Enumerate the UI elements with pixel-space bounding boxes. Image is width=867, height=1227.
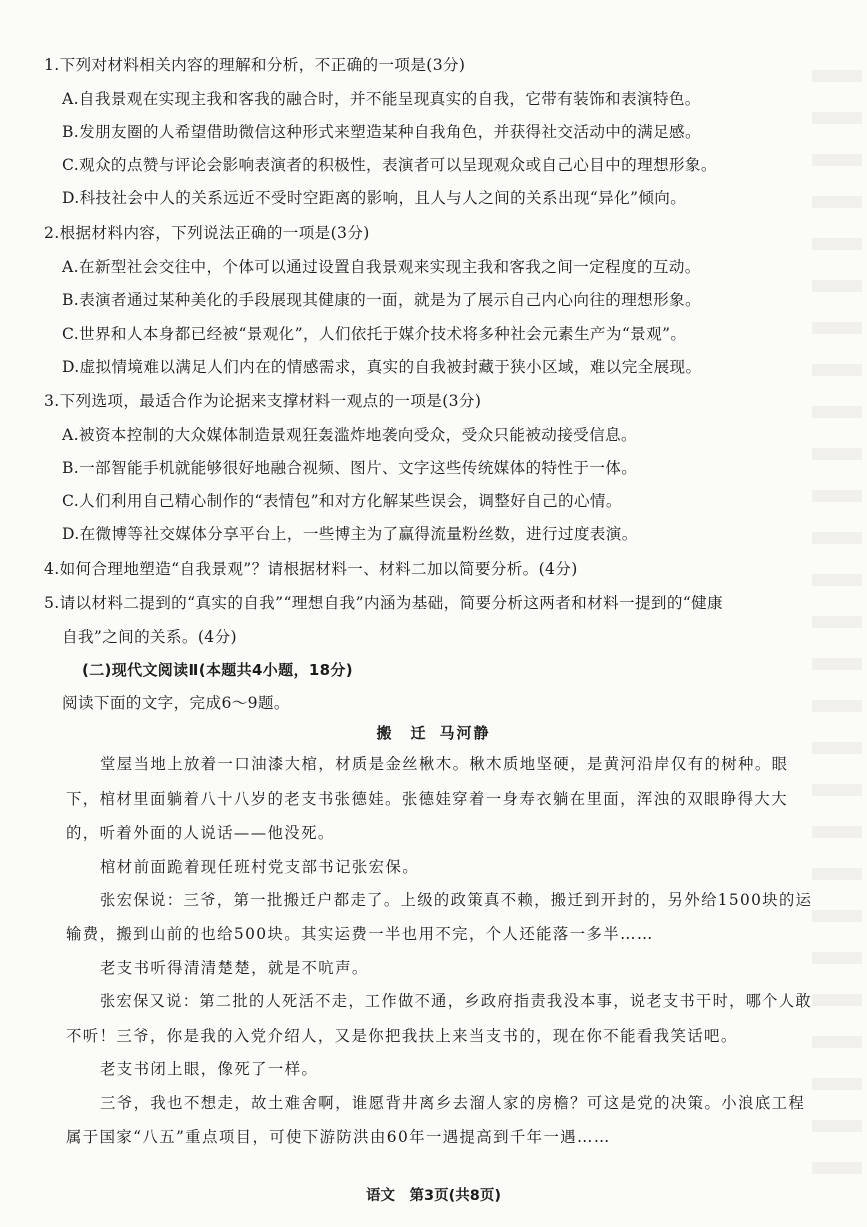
q2-option-b: B.表演者通过某种美化的手段展现其健康的一面，就是为了展示自己内心向往的理想形象。 (62, 291, 701, 309)
story-line: 三爷，我也不想走，故土难舍啊，谁愿背井离乡去溜人家的房檐？可这是党的决策。小浪底工程 (100, 1094, 806, 1112)
story-title: 搬 迁 (376, 724, 428, 742)
story-author: 马河静 (439, 724, 491, 742)
section-heading: (二)现代文阅读Ⅱ(本题共4小题，18分) (82, 661, 353, 679)
q3-option-d: D.在微博等社交媒体分享平台上，一些博主为了赢得流量粉丝数，进行过度表演。 (62, 525, 638, 543)
story-line: 下，棺材里面躺着八十八岁的老支书张德娃。张德娃穿着一身寿衣躺在里面，浑浊的双眼睁得大大 (66, 790, 788, 808)
section-instruction: 阅读下面的文字，完成6～9题。 (62, 694, 290, 712)
q1-option-c: C.观众的点赞与评论会影响表演者的积极性，表演者可以呈现观众或自己心目中的理想形象。 (62, 156, 717, 174)
q3-option-b: B.一部智能手机就能够很好地融合视频、图片、文字这些传统媒体的特性于一体。 (62, 459, 638, 477)
q1-option-b: B.发朋友圈的人希望借助微信这种形式来塑造某种自我角色，并获得社交活动中的满足感。 (62, 123, 701, 141)
story-line: 输费，搬到山前的也给500块。其实运费一半也用不完，个人还能落一多半…… (66, 925, 654, 943)
q1-option-d: D.科技社会中人的关系远近不受时空距离的影响，且人与人之间的关系出现“异化”倾向。 (62, 189, 687, 207)
q4-stem: 4.如何合理地塑造“自我景观”？请根据材料一、材料二加以简要分析。(4分) (44, 560, 578, 578)
story-line: 不听！三爷，你是我的入党介绍人，又是你把我扶上来当支书的，现在你不能看我笑话吧。 (66, 1027, 738, 1045)
q2-option-a: A.在新型社会交往中，个体可以通过设置自我景观来实现主我和客我之间一定程度的互动。 (62, 258, 701, 276)
story-line: 属于国家“八五”重点项目，可使下游防洪由60年一遇提高到千年一遇…… (66, 1128, 611, 1146)
q2-option-c: C.世界和人本身都已经被“景观化”，人们依托于媒介技术将多种社会元素生产为“景观”。 (62, 325, 687, 343)
q5-stem-line2: 自我”之间的关系。(4分) (62, 628, 237, 646)
q1-option-a: A.自我景观在实现主我和客我的融合时，并不能呈现真实的自我，它带有装饰和表演特色。 (62, 90, 701, 108)
page-footer: 语文 第3页(共8页) (366, 1188, 501, 1204)
q3-option-c: C.人们利用自己精心制作的“表情包”和对方化解某些误会，调整好自己的心情。 (62, 492, 622, 510)
q1-stem: 1.下列对材料相关内容的理解和分析，不正确的一项是(3分) (44, 56, 466, 74)
q2-stem: 2.根据材料内容，下列说法正确的一项是(3分) (44, 224, 370, 242)
q2-option-d: D.虚拟情境难以满足人们内在的情感需求，真实的自我被封藏于狭小区域，难以完全展现。 (62, 358, 702, 376)
story-line: 的，听着外面的人说话——他没死。 (66, 824, 335, 842)
story-line: 老支书听得清清楚楚，就是不吭声。 (100, 959, 369, 977)
story-line: 棺材前面跪着现任班村党支部书记张宏保。 (100, 858, 420, 876)
bleed-through-margin (812, 40, 862, 1190)
q5-stem-line1: 5.请以材料二提到的“真实的自我”“理想自我”内涵为基础，简要分析这两者和材料一提到的“健康 (44, 594, 723, 612)
story-line: 老支书闭上眼，像死了一样。 (100, 1060, 319, 1078)
story-line: 张宏保又说：第二批的人死活不走，工作做不通，乡政府指责我没本事，说老支书干时，哪个人敢 (100, 992, 812, 1010)
story-line: 堂屋当地上放着一口油漆大棺，材质是金丝楸木。楸木质地坚硬，是黄河沿岸仅有的树种。眼 (100, 755, 789, 773)
story-title-block (0, 722, 867, 743)
story-line: 张宏保说：三爷，第一批搬迁户都走了。上级的政策真不赖，搬迁到开封的，另外给1500块的运 (100, 891, 813, 909)
q3-stem: 3.下列选项，最适合作为论据来支撑材料一观点的一项是(3分) (44, 392, 482, 410)
q3-option-a: A.被资本控制的大众媒体制造景观狂轰滥炸地袭向受众，受众只能被动接受信息。 (62, 426, 637, 444)
